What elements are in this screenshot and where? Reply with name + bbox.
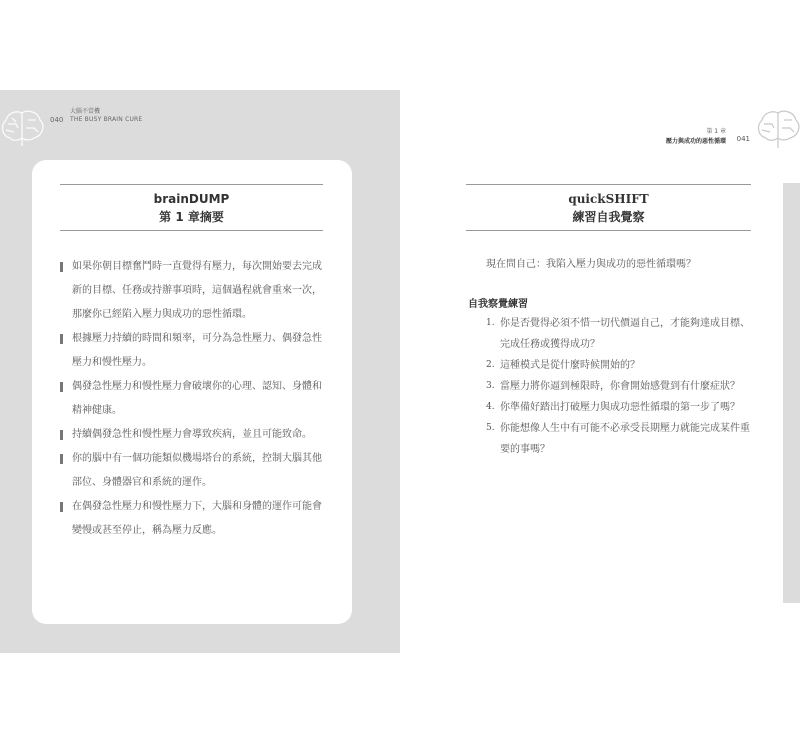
question-item: 5. 你能想像人生中有可能不必承受長期壓力就能完成某件重要的事嗎？: [486, 423, 750, 455]
quickshift-title: [466, 190, 751, 226]
bullet-bar-icon: [60, 334, 63, 344]
page-number-right: 041: [736, 135, 750, 143]
right-page-edge: [783, 183, 800, 603]
summary-bullet: 你的腦中有一個功能類似機場塔台的系統，控制大腦其他部位、身體器官和系統的運作。: [58, 447, 326, 495]
top-rule-left: [60, 184, 323, 185]
brain-circuit-icon: [0, 108, 46, 148]
chapter-label: 第 1 章: [706, 128, 726, 135]
reflection-prompt: 現在問自己：我陷入壓力與成功的惡性循環嗎？: [486, 259, 696, 270]
section-heading: 自我察覺練習: [468, 299, 528, 310]
top-rule-right: [466, 184, 751, 185]
chapter-title: 壓力與成功的惡性循環: [665, 138, 726, 145]
bullet-bar-icon: [60, 262, 63, 272]
running-head-right: [630, 126, 750, 146]
question-item: 3. 當壓力將你逼到極限時，你會開始感覺到有什麼症狀？: [486, 381, 740, 392]
bullet-bar-icon: [60, 430, 63, 440]
braindump-title: [60, 190, 323, 226]
summary-bullet: 在偶發急性壓力和慢性壓力下，大腦和身體的運作可能會變慢或甚至停止，稱為壓力反應。: [58, 495, 326, 543]
summary-bullet-list: [58, 255, 326, 543]
title-en: quickSHIFT: [568, 192, 649, 206]
bullet-bar-icon: [60, 454, 63, 464]
summary-bullet: 如果你朝目標奮鬥時一直覺得有壓力，每次開始要去完成新的目標、任務或持辦事項時，這個過程就會重來一次，那麼你已經陷入壓力與成功的惡性循環。: [58, 255, 326, 327]
question-list: [486, 313, 756, 460]
book-title-zh: 大腦不當機: [70, 108, 101, 115]
question-item: 1. 你是否覺得必須不惜一切代價逼自己，才能夠達成目標、完成任務或獲得成功？: [486, 318, 750, 350]
page-number-left: 040: [50, 116, 64, 124]
bottom-rule-left: [60, 230, 323, 231]
brain-circuit-icon: [756, 108, 800, 150]
bullet-bar-icon: [60, 382, 63, 392]
title-en: brainDUMP: [153, 192, 230, 206]
question-item: 2. 這種模式是從什麼時候開始的？: [486, 360, 640, 371]
bullet-bar-icon: [60, 502, 63, 512]
summary-bullet: 持續偶發急性和慢性壓力會導致疾病，並且可能致命。: [58, 423, 326, 447]
summary-bullet: 根據壓力持續的時間和頻率，可分為急性壓力、偶發急性壓力和慢性壓力。: [58, 327, 326, 375]
book-title-en: THE BUSY BRAIN CURE: [70, 116, 143, 123]
question-item: 4. 你準備好踏出打破壓力與成功惡性循環的第一步了嗎？: [486, 402, 740, 413]
title-zh: 第 1 章摘要: [159, 210, 224, 224]
bottom-rule-right: [466, 230, 751, 231]
title-zh: 練習自我覺察: [572, 210, 645, 224]
summary-bullet: 偶發急性壓力和慢性壓力會破壞你的心理、認知、身體和精神健康。: [58, 375, 326, 423]
